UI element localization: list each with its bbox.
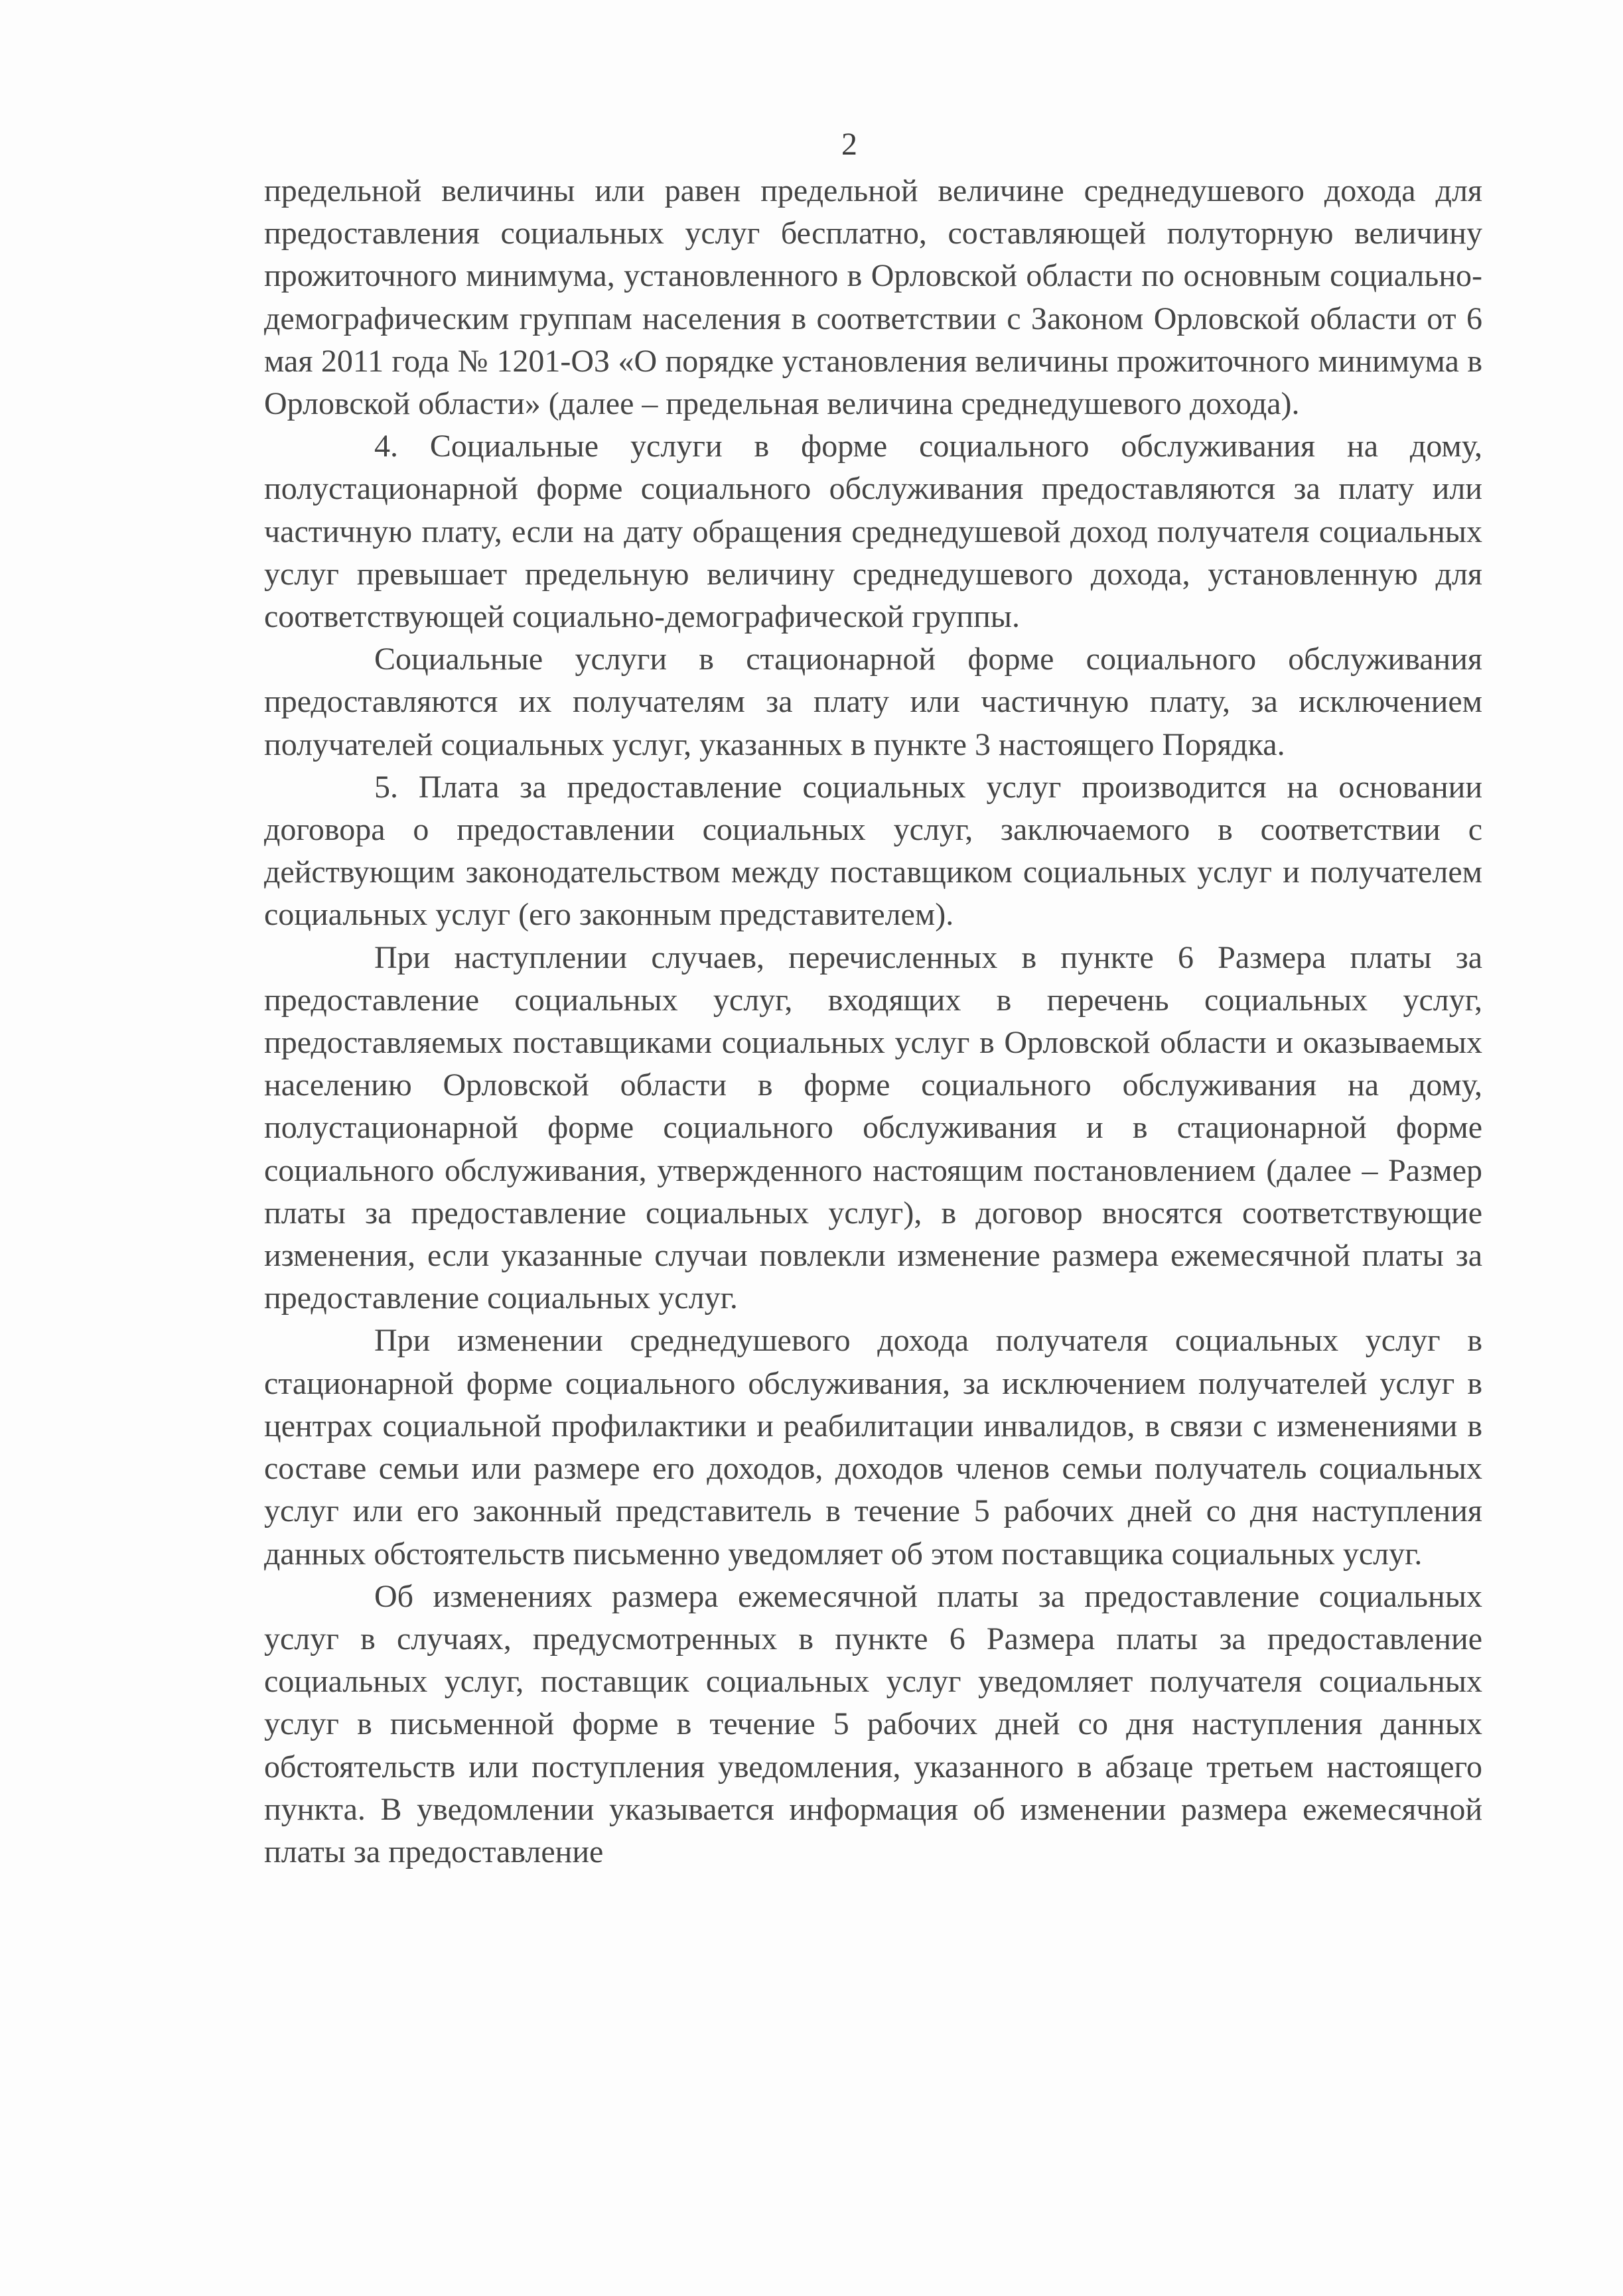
paragraph-5: При наступлении случаев, перечисленных в пункте 6 Размера платы за предоставление социальных услуг, входящих в перечень социальных услуг, предоставляемых поставщиками социальных услуг в Орловской области и оказываемых населению Орловской области в форме социального обслуживания на дому, полустационарной форме социального обслуживания и в стационарной форме социального обслуживания, утвержденного настоящим постановлением (далее – Размер платы за предоставление социальных услуг), в договор вносятся соответствующие изменения, если указанные случаи повлекли изменение размера ежемесячной платы за предоставление социальных услуг. — [264, 939, 1482, 1316]
document-body — [264, 170, 1482, 1873]
paragraph-3: Социальные услуги в стационарной форме социального обслуживания предоставляются их получателям за плату или частичную плату, за исключением получателей социальных услуг, указанных в пункте 3 настоящего Порядка. — [264, 642, 1482, 762]
paragraph-7: Об изменениях размера ежемесячной платы за предоставление социальных услуг в случаях, предусмотренных в пункте 6 Размера платы за предоставление социальных услуг, поставщик социальных услуг уведомляет получателя социальных услуг в письменной форме в течение 5 рабочих дней со дня наступления данных обстоятельств или поступления уведомления, указанного в абзаце третьем настоящего пункта. В уведомлении указывается информация об изменении размера ежемесячной платы за предоставление — [264, 1578, 1482, 1869]
page-number: 2 — [841, 127, 857, 162]
paragraph-1: предельной величины или равен предельной величине среднедушевого дохода для предоставления социальных услуг бесплатно, составляющей полуторную величину прожиточного минимума, установленного в Орловской области по основным социально-демографическим группам населения в соответствии с Законом Орловской области от 6 мая 2011 года № 1201-ОЗ «О порядке установления величины прожиточного минимума в Орловской области» (далее – предельная величина среднедушевого дохода). — [264, 173, 1482, 422]
paragraph-6: При изменении среднедушевого дохода получателя социальных услуг в стационарной форме социального обслуживания, за исключением получателей услуг в центрах социальной профилактики и реабилитации инвалидов, в связи с изменениями в составе семьи или размере его доходов, доходов членов семьи получатель социальных услуг или его законный представитель в течение 5 рабочих дней со дня наступления данных обстоятельств письменно уведомляет об этом поставщика социальных услуг. — [264, 1323, 1482, 1572]
paragraph-4: 5. Плата за предоставление социальных услуг производится на основании договора о предоставлении социальных услуг, заключаемого в соответствии с действующим законодательством между поставщиком социальных услуг и получателем социальных услуг (его законным представителем). — [264, 769, 1482, 933]
paragraph-2: 4. Социальные услуги в форме социального обслуживания на дому, полустационарной форме социального обслуживания предоставляются за плату или частичную плату, если на дату обращения среднедушевой доход получателя социальных услуг превышает предельную величину среднедушевого дохода, установленную для соответствующей социально-демографической группы. — [264, 429, 1482, 635]
